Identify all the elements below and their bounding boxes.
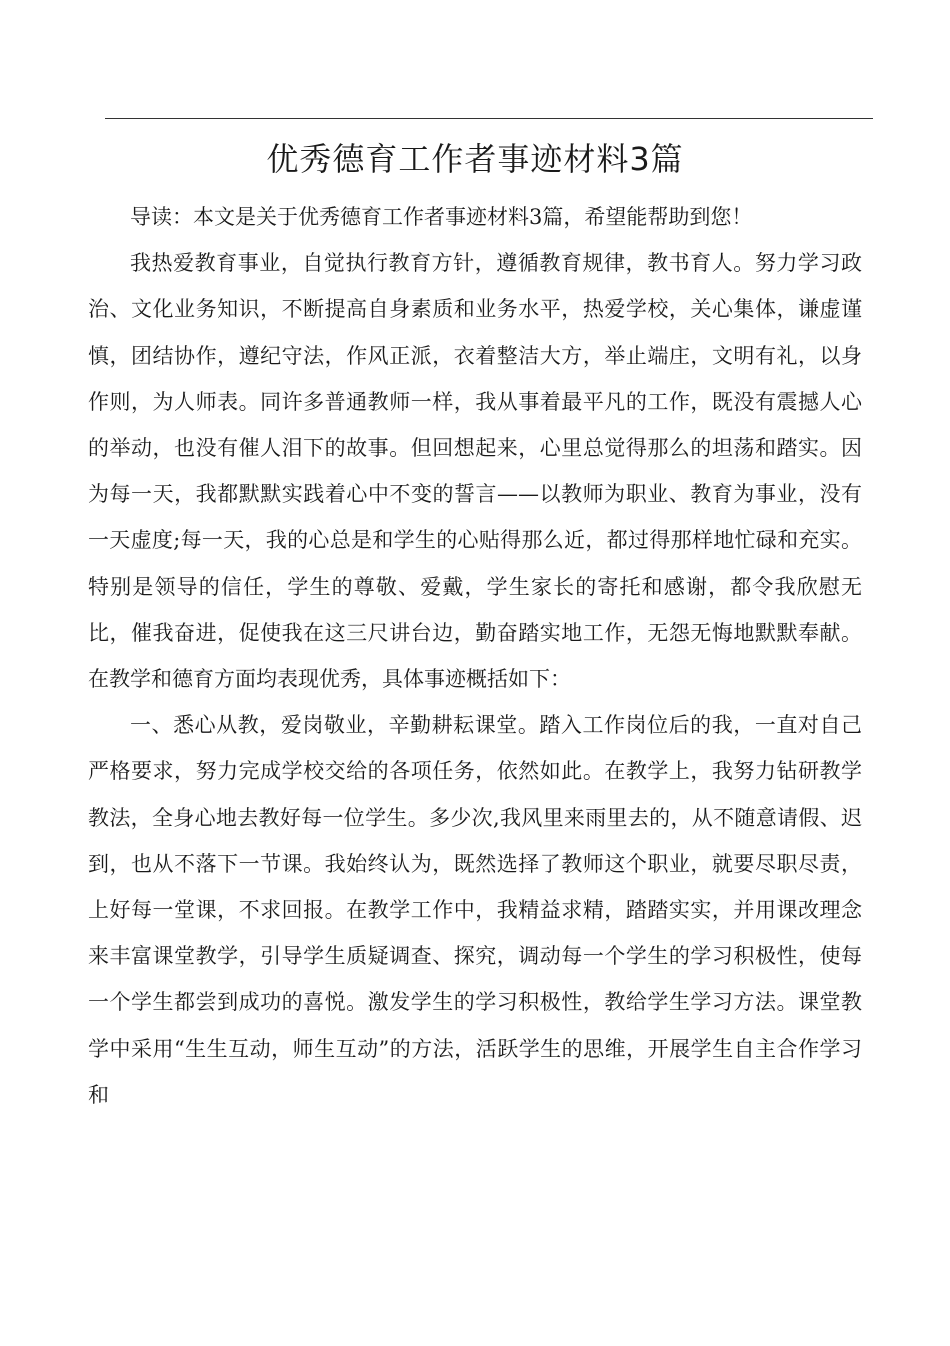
header-rule	[105, 118, 873, 119]
document-body	[88, 194, 862, 1118]
document-title: 优秀德育工作者事迹材料3篇	[266, 140, 684, 178]
intro-paragraph: 导读：本文是关于优秀德育工作者事迹材料3篇，希望能帮助到您！	[130, 205, 753, 229]
body-paragraph: 一、悉心从教，爱岗敬业，辛勤耕耘课堂。踏入工作岗位后的我，一直对自己严格要求，努力完成学校交给的各项任务，依然如此。在教学上，我努力钻研教学教法，全身心地去教好每一位学生。多少次,我风里来雨里去的，从不随意请假、迟到，也从不落下一节课。我始终认为，既然选择了教师这个职业，就要尽职尽责，上好每一堂课，不求回报。在教学工作中，我精益求精，踏踏实实，并用课改理念来丰富课堂教学，引导学生质疑调查、探究，调动每一个学生的学习积极性，使每一个学生都尝到成功的喜悦。激发学生的学习积极性，教给学生学习方法。课堂教学中采用“生生互动，师生互动”的方法，活跃学生的思维，开展学生自主合作学习和	[88, 713, 862, 1107]
body-paragraph: 我热爱教育事业，自觉执行教育方针，遵循教育规律，教书育人。努力学习政治、文化业务知识，不断提高自身素质和业务水平，热爱学校，关心集体，谦虚谨慎，团结协作，遵纪守法，作风正派，衣着整洁大方，举止端庄，文明有礼，以身作则，为人师表。同许多普通教师一样，我从事着最平凡的工作，既没有震撼人心的举动，也没有催人泪下的故事。但回想起来，心里总觉得那么的坦荡和踏实。因为每一天，我都默默实践着心中不变的誓言——以教师为职业、教育为事业，没有一天虚度;每一天，我的心总是和学生的心贴得那么近，都过得那样地忙碌和充实。特别是领导的信任，学生的尊敬、爱戴，学生家长的寄托和感谢，都令我欣慰无比，催我奋进，促使我在这三尺讲台边，勤奋踏实地工作，无怨无悔地默默奉献。在教学和德育方面均表现优秀，具体事迹概括如下：	[88, 251, 862, 692]
